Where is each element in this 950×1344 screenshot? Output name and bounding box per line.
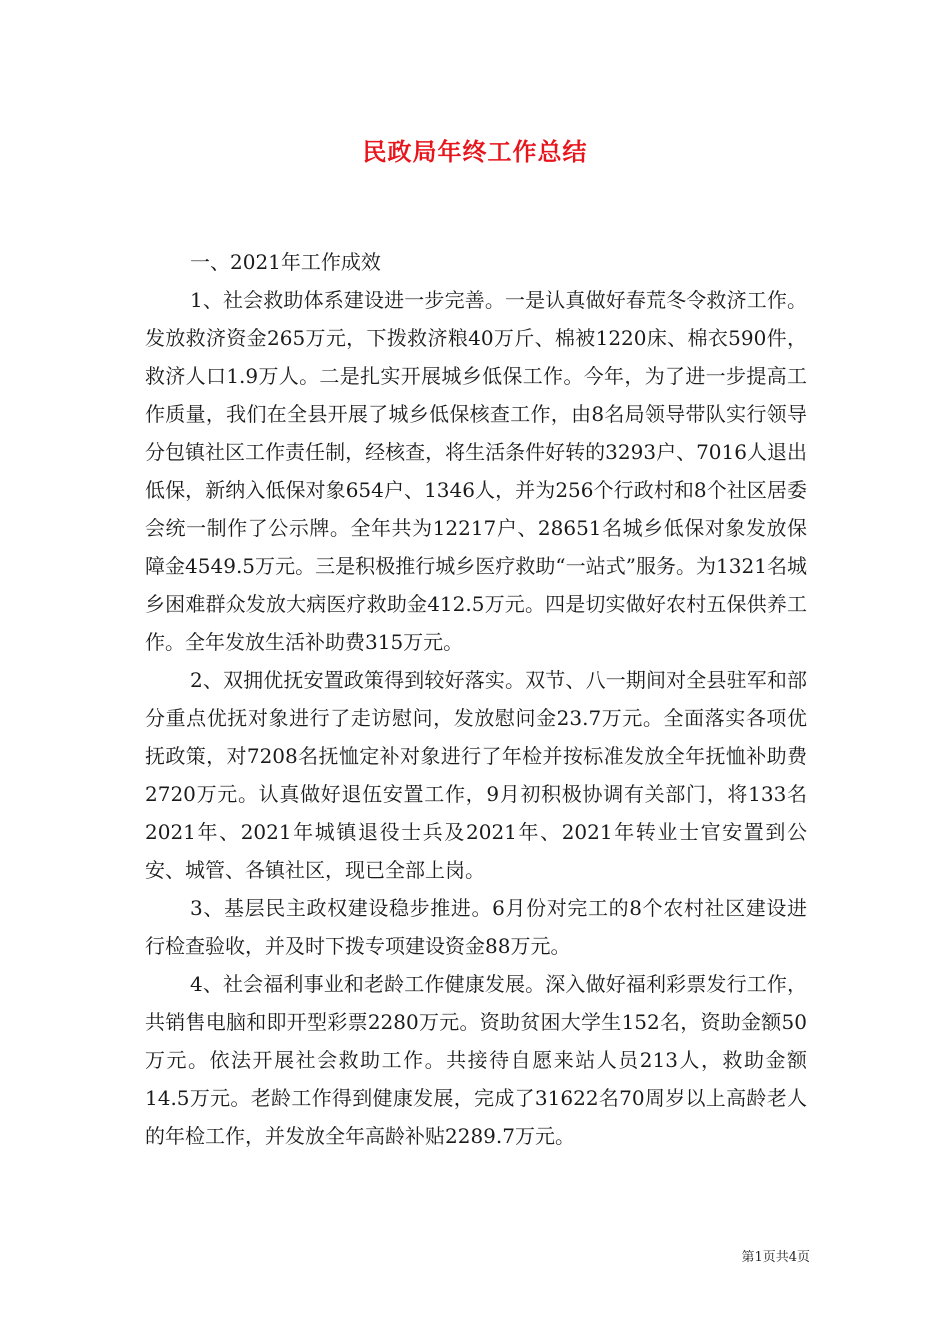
section-heading: 一、2021年工作成效 — [190, 250, 381, 274]
paragraph-military-support: 2、双拥优抚安置政策得到较好落实。双节、八一期间对全县驻军和部分重点优抚对象进行了走访慰问，发放慰问金23.7万元。全面落实各项优抚政策，对7208名抚恤定补对象进行了年检并按标准发放全年抚恤补助费2720万元。认真做好退伍安置工作，9月初积极协调有关部门，将133名2021年、2021年城镇退役士兵及2021年、2021年转业士官安置到公安、城管、各镇社区，现已全部上岗。 — [145, 668, 807, 882]
paragraph-social-assistance: 1、社会救助体系建设进一步完善。一是认真做好春荒冬令救济工作。发放救济资金265万元，下拨救济粮40万斤、棉被1220床、棉衣590件，救济人口1.9万人。二是扎实开展城乡低保工作。今年，为了进一步提高工作质量，我们在全县开展了城乡低保核查工作，由8名局领导带队实行领导分包镇社区工作责任制，经核查，将生活条件好转的3293户、7016人退出低保，新纳入低保对象654户、1346人，并为256个行政村和8个社区居委会统一制作了公示牌。全年共为12217户、28651名城乡低保对象发放保障金4549.5万元。三是积极推行城乡医疗救助“一站式”服务。为1321名城乡困难群众发放大病医疗救助金412.5万元。四是切实做好农村五保供养工作。全年发放生活补助费315万元。 — [145, 288, 807, 654]
page-indicator: 第1页共4页 — [741, 1250, 810, 1265]
paragraph-grassroots-democracy: 3、基层民主政权建设稳步推进。6月份对完工的8个农村社区建设进行检查验收，并及时下拨专项建设资金88万元。 — [145, 896, 807, 958]
document-title: 民政局年终工作总结 — [362, 137, 588, 166]
document-body — [145, 243, 807, 1155]
paragraph-social-welfare: 4、社会福利事业和老龄工作健康发展。深入做好福利彩票发行工作，共销售电脑和即开型彩票2280万元。资助贫困大学生152名，资助金额50万元。依法开展社会救助工作。共接待自愿来站人员213人，救助金额14.5万元。老龄工作得到健康发展，完成了31622名70周岁以上高龄老人的年检工作，并发放全年高龄补贴2289.7万元。 — [145, 972, 807, 1148]
